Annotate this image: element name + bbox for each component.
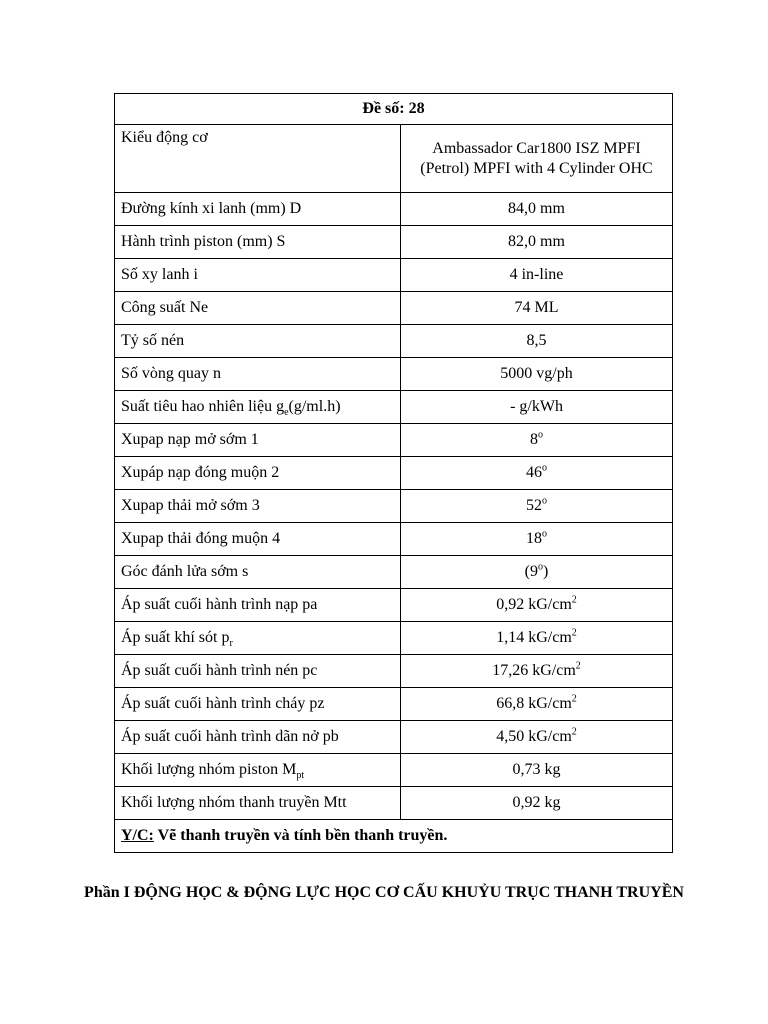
table-row (115, 490, 673, 523)
parameter-value: 0,73 kg (401, 754, 673, 787)
parameter-value (401, 655, 673, 688)
engine-spec-table (114, 93, 673, 853)
parameter-value (401, 490, 673, 523)
parameter-label: Đường kính xi lanh (mm) D (115, 193, 401, 226)
parameter-value-text: 46 (526, 464, 542, 481)
parameter-label: Áp suất cuối hành trình dãn nở pb (115, 721, 401, 754)
table-row (115, 622, 673, 655)
parameter-value (401, 622, 673, 655)
parameter-value (401, 457, 673, 490)
parameter-value-superscript: o (542, 528, 547, 540)
parameter-value-text: 18 (526, 530, 542, 547)
table-row (115, 457, 673, 490)
table-row (115, 325, 673, 358)
parameter-label (115, 754, 401, 787)
table-row (115, 193, 673, 226)
parameter-value (401, 589, 673, 622)
engine-type-value: Ambassador Car1800 ISZ MPFI (Petrol) MPFI with 4 Cylinder OHC (401, 125, 673, 193)
table-row (115, 721, 673, 754)
parameter-label: Công suất Ne (115, 292, 401, 325)
parameter-value-superscript: o (538, 429, 543, 441)
parameter-label (115, 622, 401, 655)
table-row (115, 391, 673, 424)
parameter-label: Góc đánh lửa sớm s (115, 556, 401, 589)
parameter-label: Xupáp nạp đóng muộn 2 (115, 457, 401, 490)
parameter-label: Áp suất cuối hành trình nén pc (115, 655, 401, 688)
parameter-value (401, 424, 673, 457)
requirement-row (115, 820, 673, 853)
parameter-label-subscript: r (229, 638, 233, 650)
table-row (115, 292, 673, 325)
parameter-value: 84,0 mm (401, 193, 673, 226)
parameter-value-text: 52 (526, 497, 542, 514)
requirement-cell (115, 820, 673, 853)
parameter-value (401, 688, 673, 721)
table-row (115, 787, 673, 820)
parameter-value: 82,0 mm (401, 226, 673, 259)
parameter-label: Hành trình piston (mm) S (115, 226, 401, 259)
table-row (115, 556, 673, 589)
parameter-value-text: 1,14 kG/cm (496, 629, 572, 646)
table-row (115, 589, 673, 622)
parameter-value-text: 8 (530, 431, 538, 448)
table-row (115, 226, 673, 259)
parameter-label: Xupap nạp mở sớm 1 (115, 424, 401, 457)
section-heading: Phần I ĐỘNG HỌC & ĐỘNG LỰC HỌC CƠ CẤU KHUỶU TRỤC THANH TRUYỀN (84, 884, 684, 901)
requirement-text: Vẽ thanh truyền và tính bền thanh truyền. (153, 827, 448, 844)
table-row (115, 259, 673, 292)
parameter-value-text: 17,26 kG/cm (492, 662, 576, 679)
parameter-label: Khối lượng nhóm thanh truyền Mtt (115, 787, 401, 820)
parameter-value (401, 523, 673, 556)
parameter-value: - g/kWh (401, 391, 673, 424)
parameter-label: Xupap thải mở sớm 3 (115, 490, 401, 523)
parameter-value-superscript: 2 (571, 693, 577, 705)
requirement-prefix: Y/C: (121, 827, 154, 844)
parameter-value-superscript: 2 (575, 660, 581, 672)
parameter-value-superscript: o (538, 561, 543, 573)
table-row (115, 125, 673, 193)
parameter-label-subscript: e (284, 407, 289, 419)
parameter-value-text: 66,8 kG/cm (496, 695, 572, 712)
parameter-label: Áp suất cuối hành trình cháy pz (115, 688, 401, 721)
parameter-value: 0,92 kg (401, 787, 673, 820)
parameter-value-text: (9 (524, 563, 538, 580)
parameter-value-superscript: o (542, 462, 547, 474)
exercise-number-title: Đề số: 28 (115, 94, 673, 125)
parameter-value (401, 556, 673, 589)
table-row (115, 424, 673, 457)
parameter-value-superscript: 2 (571, 726, 577, 738)
table-row (115, 523, 673, 556)
parameter-value: 8,5 (401, 325, 673, 358)
parameter-label: Áp suất cuối hành trình nạp pa (115, 589, 401, 622)
table-row (115, 754, 673, 787)
parameter-value-text: 0,92 kG/cm (496, 596, 572, 613)
parameter-value-superscript: 2 (571, 627, 577, 639)
parameter-value: 74 ML (401, 292, 673, 325)
table-row (115, 358, 673, 391)
table-row (115, 655, 673, 688)
parameter-label-text: Khối lượng nhóm piston M (121, 761, 297, 778)
parameter-value-text: 4,50 kG/cm (496, 728, 572, 745)
parameter-label: Số vòng quay n (115, 358, 401, 391)
parameter-value: 4 in-line (401, 259, 673, 292)
table-title-row (115, 94, 673, 125)
table-row (115, 688, 673, 721)
parameter-label: Tỷ số nén (115, 325, 401, 358)
parameter-value-superscript: 2 (571, 594, 577, 606)
engine-type-label: Kiểu động cơ (115, 125, 401, 193)
parameter-label-suffix: (g/ml.h) (288, 398, 341, 415)
parameter-label: Xupap thải đóng muộn 4 (115, 523, 401, 556)
parameter-value-suffix: ) (543, 563, 549, 580)
parameter-label-text: Suất tiêu hao nhiên liệu g (121, 398, 285, 415)
parameter-label-subscript: pt (296, 770, 305, 782)
parameter-label-text: Áp suất khí sót p (121, 629, 230, 646)
parameter-value-superscript: o (542, 495, 547, 507)
parameter-value: 5000 vg/ph (401, 358, 673, 391)
parameter-label (115, 391, 401, 424)
parameter-value (401, 721, 673, 754)
parameter-label: Số xy lanh i (115, 259, 401, 292)
